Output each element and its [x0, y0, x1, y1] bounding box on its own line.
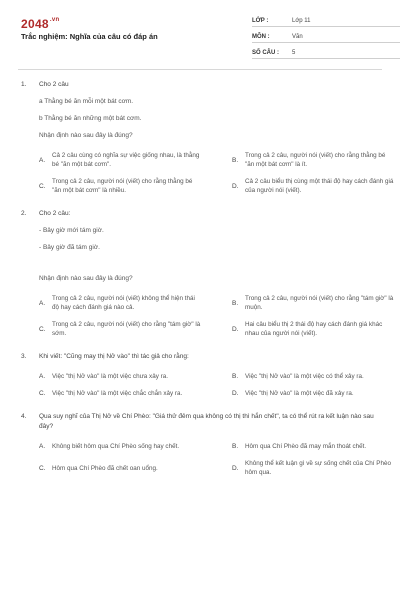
option-text: Trong cả 2 câu, người nói (viết) cho rằng thằng bé "ăn một bát cơm" là ít. [245, 152, 386, 168]
answer-option[interactable] [39, 320, 224, 338]
option-text: Trong cả 2 câu, người nói (viết) cho rằng "tám giờ" là muộn. [245, 295, 394, 311]
option-text: Không thể kết luận gì về sự sống chết của Chí Phèo hôm qua. [245, 460, 391, 476]
question [21, 80, 394, 195]
option-letter: C. [39, 182, 46, 190]
question-line: Nhận định nào sau đây là đúng? [39, 132, 133, 139]
info-row-count [252, 46, 400, 59]
answer-options [21, 372, 382, 398]
option-text: Trong cả 2 câu, người nói (viết) cho rằng "tám giờ" là sớm. [52, 321, 201, 337]
option-text: Cả 2 câu cùng có nghĩa sự việc giống nhau, là thằng bé "ăn một bát cơm". [52, 152, 200, 168]
site-logo[interactable] [21, 17, 59, 31]
option-text: Việc "thị Nở vào" là một việc đã xảy ra. [245, 390, 354, 397]
quiz-info [252, 14, 400, 62]
page-header [18, 0, 382, 70]
answer-option[interactable] [39, 177, 224, 195]
option-text: Không biết hôm qua Chí Phèo sống hay chết. [52, 443, 180, 450]
answer-option[interactable] [232, 320, 400, 338]
question-stem [21, 352, 382, 362]
question-line: - Bây giờ đã tám giờ. [39, 244, 100, 251]
option-letter: D. [232, 182, 239, 190]
info-value: 5 [292, 50, 296, 56]
option-letter: B. [232, 443, 239, 450]
option-text: Hôm qua Chí Phèo đã may mắn thoát chết. [245, 443, 367, 450]
option-letter: C. [39, 464, 46, 472]
question-stem [21, 209, 382, 219]
question-text: Cho 2 câu: [39, 210, 71, 217]
answer-option[interactable] [39, 294, 224, 312]
answer-option[interactable] [232, 459, 400, 477]
info-row-subject [252, 30, 400, 43]
answer-options [21, 151, 394, 195]
option-letter: C. [39, 390, 46, 397]
answer-option[interactable] [39, 389, 224, 398]
option-text: Việc "thị Nở vào" là một việc có thể xảy ra. [245, 373, 364, 380]
question-text: Khi viết: "Cũng may thị Nở vào" thì tác giả cho rằng: [39, 353, 189, 360]
question-line: - Bây giờ mới tám giờ. [39, 227, 104, 234]
page-title: Trắc nghiệm: Nghĩa của câu có đáp án [21, 32, 158, 41]
question-number: 3. [21, 353, 27, 360]
question-line: Nhận định nào sau đây là đúng? [39, 275, 133, 282]
answer-option[interactable] [232, 177, 400, 195]
option-text: Cả 2 câu biểu thị cùng một thái độ hay cách đánh giá của người nói (viết). [245, 178, 394, 194]
answer-options [21, 442, 391, 477]
question-number: 4. [21, 413, 27, 420]
question-list [18, 70, 394, 477]
info-label: MÔN : [252, 34, 270, 40]
answer-option[interactable] [232, 389, 400, 398]
option-text: Trong cả 2 câu, người nói (viết) không thể hiện thái độ hay cách đánh giá nào cả. [52, 295, 195, 311]
option-letter: A. [39, 299, 46, 307]
option-text: Hai câu biểu thị 2 thái độ hay cách đánh giá khác nhau của người nói (viết). [245, 321, 383, 337]
question-number: 1. [21, 81, 27, 88]
logo-suffix: .vn [49, 17, 60, 23]
option-letter: B. [232, 373, 239, 380]
logo-text: 2048 [21, 17, 49, 31]
question-number: 2. [21, 210, 27, 217]
option-letter: A. [39, 156, 46, 164]
option-letter: D. [232, 464, 239, 472]
option-text: Việc "thị Nở vào" là một việc chắc chắn xảy ra. [52, 390, 183, 397]
question-text: Cho 2 câu [39, 81, 69, 88]
info-row-class [252, 14, 400, 27]
answer-option[interactable] [232, 372, 400, 381]
answer-option[interactable] [232, 442, 400, 451]
answer-option[interactable] [39, 151, 224, 169]
question [21, 412, 391, 477]
answer-options [21, 294, 394, 338]
option-letter: C. [39, 325, 46, 333]
question [21, 352, 382, 398]
answer-option[interactable] [39, 459, 224, 477]
option-letter: D. [232, 390, 239, 397]
question-line: b Thằng bé ăn những một bát cơm. [39, 115, 142, 122]
info-label: SỐ CÂU : [252, 50, 279, 56]
info-label: LỚP : [252, 18, 269, 24]
answer-option[interactable] [39, 442, 224, 451]
question-line: a Thằng bé ăn mỗi một bát cơm. [39, 98, 134, 105]
option-letter: D. [232, 325, 239, 333]
question-text: Qua suy nghĩ của Thị Nở về Chí Phèo: "Giá thử đêm qua không có thị thì hắn chết", ta có thể rút ra kết luận nào sau đây? [39, 413, 374, 430]
info-value: Văn [292, 34, 303, 40]
option-letter: A. [39, 443, 46, 450]
answer-option[interactable] [39, 372, 224, 381]
option-text: Hôm qua Chí Phèo đã chết oan uổng. [52, 464, 158, 472]
option-letter: B. [232, 156, 239, 164]
question-spacer [21, 253, 382, 267]
info-value: Lớp 11 [292, 18, 311, 24]
option-letter: B. [232, 299, 239, 307]
answer-option[interactable] [232, 151, 400, 169]
answer-option[interactable] [232, 294, 400, 312]
option-letter: A. [39, 373, 46, 380]
option-text: Việc "thị Nở vào" là một việc chưa xảy ra. [52, 373, 168, 380]
question-stem [21, 80, 382, 90]
question [21, 209, 394, 338]
question-stem [21, 412, 382, 432]
option-text: Trong cả 2 câu, người nói (viết) cho rằng thằng bé "ăn một bát cơm" là nhiều. [52, 178, 193, 194]
